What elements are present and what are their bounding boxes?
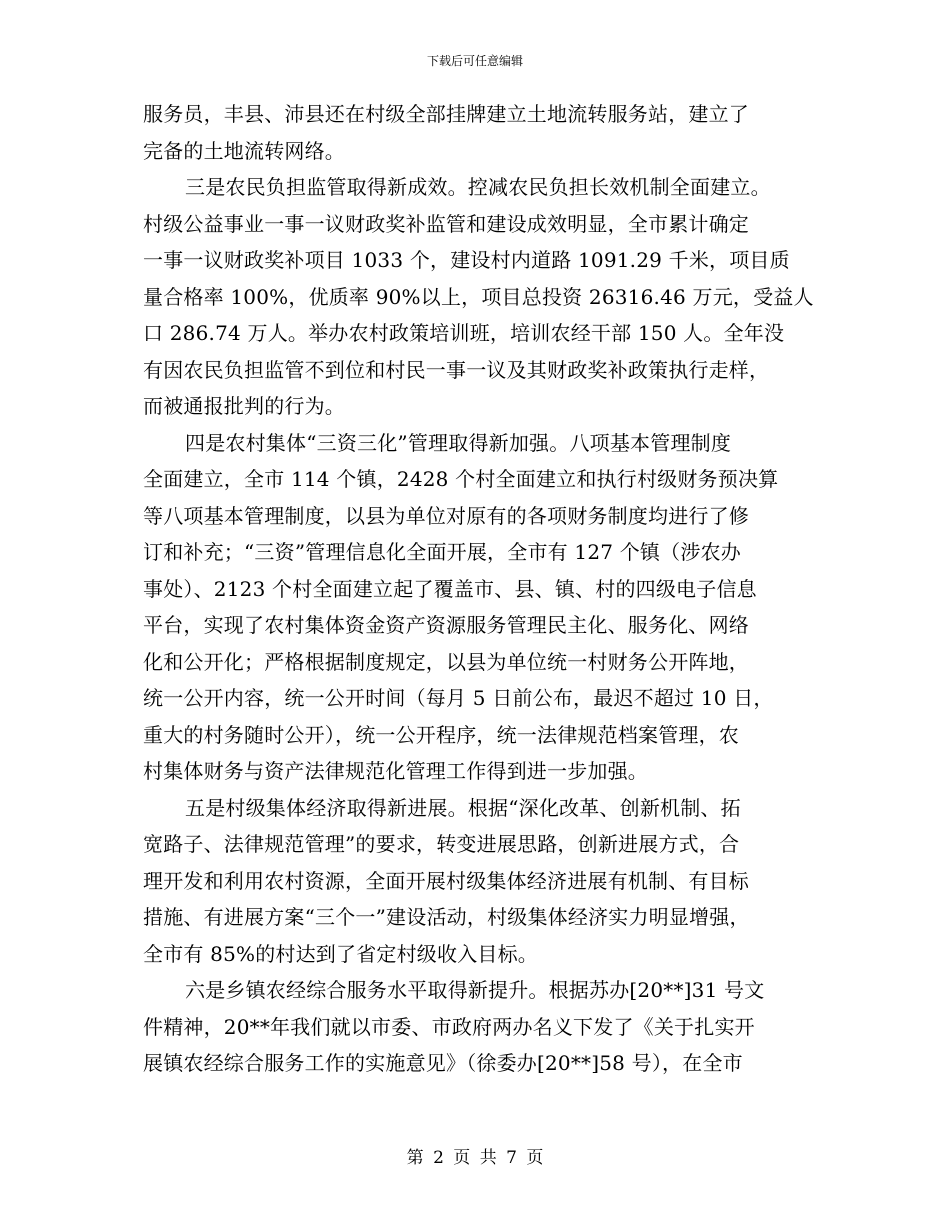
text-line: 宽路子、法律规范管理”的要求，转变进展思路，创新进展方式，合 — [143, 832, 740, 856]
text-line: 全面建立，全市 114 个镇，2428 个村全面建立和执行村级财务预决算 — [143, 467, 779, 491]
page-number-footer: 第 2 页 共 7 页 — [406, 1148, 544, 1168]
text-line: 事处）、2123 个村全面建立起了覆盖市、县、镇、村的四级电子信息 — [143, 576, 757, 601]
text-line: 措施、有进展方案“三个一”建设活动，村级集体经济实力明显增强， — [143, 905, 750, 929]
text-line: 统一公开内容，统一公开时间（每月 5 日前公布，最迟不超过 10 日， — [143, 686, 774, 710]
text-line: 理开发和利用农村资源，全面开展村级集体经济进展有机制、有目标 — [143, 868, 749, 893]
paragraph-start-line: 四是农村集体“三资三化”管理取得新加强。八项基本管理制度 — [185, 430, 732, 455]
text-line: 件精神，20**年我们就以市委、市政府两办名义下发了《关于扎实开 — [143, 1014, 755, 1039]
text-line: 展镇农经综合服务工作的实施意见》（徐委办[20**]58 号），在全市 — [143, 1051, 743, 1075]
paragraph-start-line: 三是农民负担监管取得新成效。控减农民负担长效机制全面建立。 — [185, 175, 771, 199]
text-line: 化和公开化；严格根据制度规定，以县为单位统一村财务公开阵地， — [143, 649, 749, 674]
text-line: 重大的村务随时公开），统一公开程序，统一法律规范档案管理，农 — [143, 722, 739, 747]
paragraph-start-line: 六是乡镇农经综合服务水平取得新提升。根据苏办[20**]31 号文 — [185, 978, 765, 1002]
text-line: 一事一议财政奖补项目 1033 个，建设村内道路 1091.29 千米，项目质 — [143, 248, 790, 272]
text-line: 村集体财务与资产法律规范化管理工作得到进一步加强。 — [143, 759, 648, 783]
text-line: 量合格率 100%，优质率 90%以上，项目总投资 26316.46 万元，受益人 — [143, 284, 814, 309]
paragraph-start-line: 五是村级集体经济取得新进展。根据“深化改革、创新机制、拓 — [185, 795, 741, 820]
text-line: 订和补充；“三资”管理信息化全面开展，全市有 127 个镇（涉农办 — [143, 540, 741, 564]
text-line: 而被通报批判的行为。 — [143, 394, 345, 418]
text-line: 完备的土地流转网络。 — [143, 138, 345, 163]
text-line: 服务员，丰县、沛县还在村级全部挂牌建立土地流转服务站，建立了 — [143, 102, 749, 126]
text-line: 等八项基本管理制度，以县为单位对原有的各项财务制度均进行了修 — [143, 503, 749, 528]
text-line: 村级公益事业一事一议财政奖补监管和建设成效明显，全市累计确定 — [143, 211, 749, 236]
text-line: 平台，实现了农村集体资金资产资源服务管理民主化、服务化、网络 — [143, 613, 749, 637]
text-line: 口 286.74 万人。举办农村政策培训班，培训农经干部 150 人。全年没 — [143, 321, 785, 345]
text-line: 有因农民负担监管不到位和村民一事一议及其财政奖补政策执行走样， — [143, 357, 770, 382]
page-header: 下载后可任意编辑 — [426, 54, 523, 68]
text-line: 全市有 85%的村达到了省定村级收入目标。 — [143, 941, 539, 966]
document-body — [143, 96, 815, 1082]
